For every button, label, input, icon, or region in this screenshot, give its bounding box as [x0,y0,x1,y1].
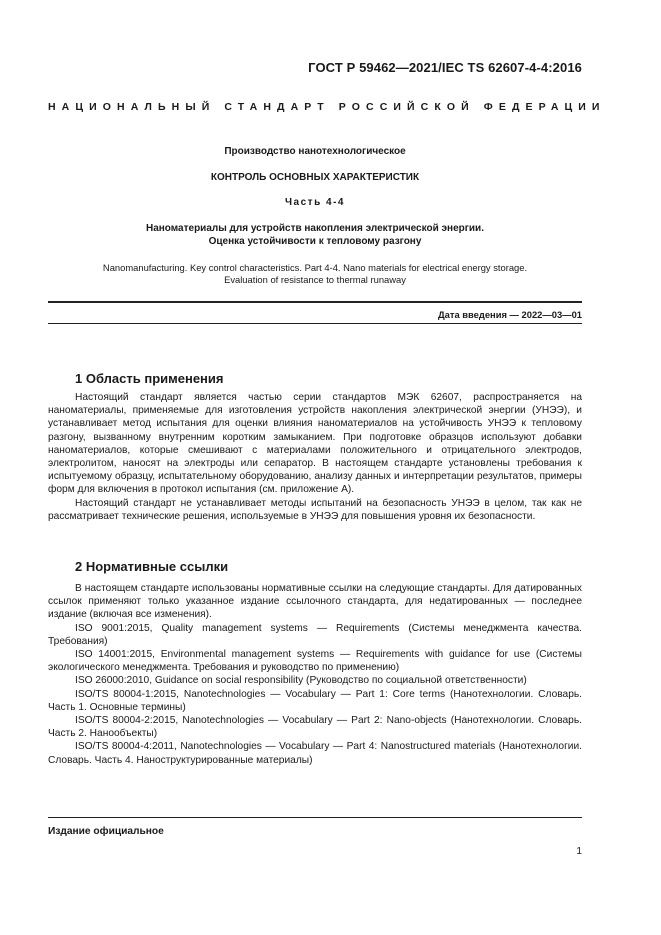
national-standard-title: НАЦИОНАЛЬНЫЙ СТАНДАРТ РОССИЙСКОЙ ФЕДЕРАЦИИ [48,101,606,113]
english-title-line-2: Evaluation of resistance to thermal runaway [224,274,406,285]
title-subtitle [48,222,582,248]
page-number: 1 [576,846,582,857]
reference-item: ISO 26000:2010, Guidance on social responsibility (Руководство по социальной ответственности) [75,675,527,687]
subtitle-line-1: Наноматериалы для устройств накопления электрической энергии. [145,223,484,234]
section-2-body [48,582,582,767]
section-1-body [48,391,582,523]
paragraph: Настоящий стандарт не устанавливает методы испытаний на безопасность УНЭЭ в целом, так как не рассматривает технические решения, используемые в УНЭЭ для повышения уровня их безопасности. [48,497,582,522]
subtitle-line-2: Оценка устойчивости к тепловому разгону [208,236,422,247]
reference-item: ISO/TS 80004-2:2015, Nanotechnologies — Vocabulary — Part 2: Nano-objects (Нанотехнологии. Словарь. Часть 2. Нанообъекты) [48,715,582,740]
section-1-heading: 1 Область применения [75,371,224,386]
section-2-heading: 2 Нормативные ссылки [75,559,229,574]
paragraph: В настоящем стандарте использованы нормативные ссылки на следующие стандарты. Для датированных ссылок применяют только указанное издание ссылочного стандарта, для недатированных — последнее издание (включая все изменения). [48,583,582,621]
english-title [48,262,582,286]
official-edition-label: Издание официальное [48,826,164,837]
paragraph: Настоящий стандарт является частью серии стандартов МЭК 62607, распространяется на наноматериалы, применяемые для изготовления устройств накопления электрической энергии (УНЭЭ), и устанавливает метод испытания для оценки влияния наноматериалов на устойчивость УНЭЭ к тепловому разгону, вызванному внутренним коротким замыканием. При подготовке образцов используют добавки наноматериалов, которые смешивают с материалами положительного и отрицательного электродов, электролитом, наносят на электроды или сепаратор. В настоящем стандарте установлены требования к испытуемому образцу, испытательному оборудованию, анализу данных и интерпретации результатов, примеры форм для включения в протокол испытания (см. приложение А). [48,392,582,496]
title-line-2: КОНТРОЛЬ ОСНОВНЫХ ХАРАКТЕРИСТИК [210,172,420,183]
footer-divider [48,817,582,818]
english-title-line-1: Nanomanufacturing. Key control characteristics. Part 4-4. Nano materials for electrical energy storage. [102,262,528,273]
effective-date: Дата введения — 2022—03—01 [437,309,582,320]
title-part: Часть 4-4 [285,197,345,208]
document-code: ГОСТ Р 59462—2021/IEC TS 62607-4-4:2016 [308,60,582,75]
reference-item: ISO 14001:2015, Environmental management systems — Requirements with guidance for use (Системы экологического менеджмента. Требования и руководство по применению) [48,649,582,674]
title-line-1: Производство нанотехнологическое [224,146,406,157]
title-divider-thick [48,301,582,303]
title-divider-thin [48,323,582,324]
reference-item: ISO/TS 80004-1:2015, Nanotechnologies — Vocabulary — Part 1: Core terms (Нанотехнологии. Словарь. Часть 1. Основные термины) [48,688,582,713]
reference-item: ISO/TS 80004-4:2011, Nanotechnologies — Vocabulary — Part 4: Nanostructured materials (Нанотехнологии. Словарь. Часть 4. Наноструктурированные материалы) [48,741,582,766]
reference-item: ISO 9001:2015, Quality management systems — Requirements (Системы менеджмента качества. Требования) [48,622,582,647]
